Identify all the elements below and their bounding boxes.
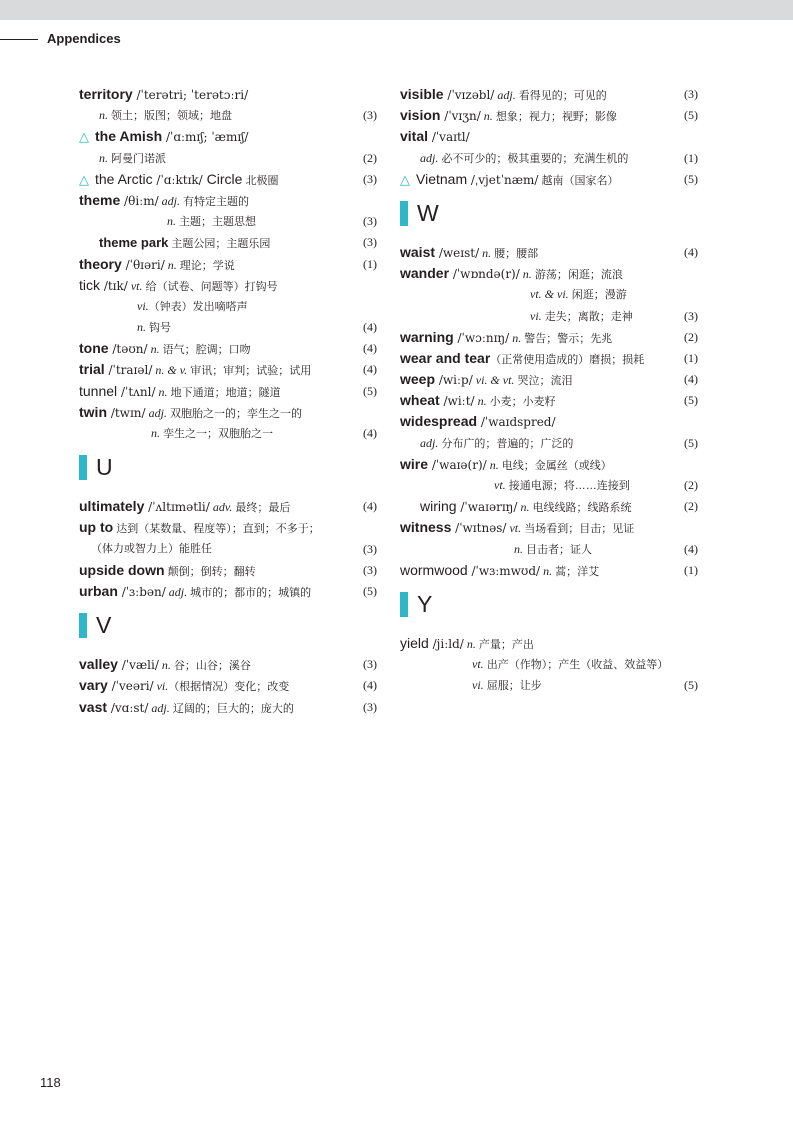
headword: wheat: [400, 392, 440, 409]
unit-number: (5): [684, 393, 698, 408]
definition: 钩号: [146, 322, 172, 335]
part-of-speech: adj.: [145, 405, 167, 420]
unit-number: (4): [363, 341, 377, 356]
part-of-speech: n.: [540, 563, 553, 578]
headword: wiring: [420, 498, 457, 515]
definition: （钟表）发出嘀嗒声: [148, 300, 248, 313]
part-of-speech: n. & v.: [152, 363, 188, 378]
glossary-line: [400, 348, 698, 369]
definition: 分布广的；普遍的；广泛的: [438, 437, 574, 450]
phonetic: /ˈʌltɪmətli/: [144, 500, 210, 515]
definition: 达到（某数量、程度等）；直到；不多于；: [113, 523, 320, 536]
definition: 审讯；审判；试验；试用: [187, 365, 312, 378]
phonetic: /ˈwaɪdspred/: [477, 415, 556, 430]
phonetic: /weɪst/: [435, 245, 480, 260]
definition: （正常使用造成的）磨损；损耗: [490, 353, 645, 366]
headword: territory: [79, 86, 133, 102]
unit-number: (5): [684, 108, 698, 123]
definition: 当场看到；目击；见证: [521, 523, 635, 536]
glossary-line: [400, 411, 698, 432]
definition: 城市的；都市的；城镇的: [187, 586, 312, 599]
headword: theory: [79, 255, 122, 272]
headword: wire: [400, 455, 429, 472]
glossary-line: [400, 654, 698, 675]
part-of-speech: n.: [474, 394, 487, 409]
glossary-line: [400, 496, 698, 517]
letter-heading-v: [79, 612, 377, 640]
phonetic: /ˈɑːmɪʃ; ˈæmɪʃ/: [162, 130, 249, 145]
definition: 孪生之一；双胞胎之一: [160, 428, 274, 440]
headword: waist: [400, 243, 436, 260]
glossary-line: [400, 169, 698, 190]
unit-number: (3): [684, 308, 698, 323]
definition: （体力或智力上）能胜任: [91, 542, 212, 555]
part-of-speech: n.: [463, 636, 476, 651]
part-of-speech: n.: [164, 257, 177, 272]
headword: wander: [400, 265, 450, 282]
glossary-line: [79, 169, 377, 190]
glossary-line: [400, 539, 698, 560]
definition: 阿曼门诺派: [108, 152, 167, 165]
phonetic: /wiːt/: [439, 394, 475, 409]
glossary-line: [79, 496, 377, 517]
headword: widespread: [400, 413, 478, 430]
phonetic: /ˈθɪəri/: [121, 257, 165, 272]
part-of-speech: adj.: [420, 150, 439, 165]
headword: the Amish: [95, 128, 163, 145]
definition: 有特定主题的: [179, 195, 250, 208]
headword: witness: [400, 519, 452, 536]
definition: 出产（作物）；产生（收益、效益等）: [483, 659, 669, 672]
definition: 小麦；小麦籽: [486, 396, 556, 409]
phonetic: /jiːld/: [428, 636, 464, 651]
page-number: 118: [40, 1075, 61, 1090]
unit-number: (4): [363, 426, 377, 440]
unit-number: (2): [684, 329, 698, 344]
phonetic: /tɪk/: [100, 278, 128, 293]
glossary-line: [400, 675, 698, 696]
glossary-line: [400, 126, 698, 147]
headword-continued: Circle: [202, 170, 243, 187]
glossary-line: [79, 148, 377, 169]
unit-number: (3): [363, 541, 377, 556]
glossary-line: [400, 84, 698, 105]
new-word-triangle-icon: △: [400, 171, 410, 187]
part-of-speech: n.: [517, 500, 530, 515]
glossary-line: [400, 475, 698, 496]
glossary-line: [79, 232, 377, 253]
glossary-line: [79, 105, 377, 126]
part-of-speech: n.: [167, 214, 176, 229]
definition: 游荡；闲逛；流浪: [531, 269, 623, 282]
glossary-line: [79, 338, 377, 359]
phonetic: /vɑːst/: [107, 700, 149, 715]
part-of-speech: n.: [151, 426, 160, 440]
part-of-speech: n.: [99, 108, 108, 123]
definition: 辽阔的；巨大的；庞大的: [169, 702, 294, 715]
glossary-line: [400, 433, 698, 454]
unit-number: (4): [363, 678, 377, 693]
definition: 蒿；洋艾: [552, 565, 600, 578]
unit-number: (3): [363, 657, 377, 672]
unit-number: (5): [363, 383, 377, 398]
definition: 看得见的；可见的: [515, 90, 607, 102]
definition: 语气；腔调；口吻: [159, 344, 251, 357]
part-of-speech: vt. & vi.: [530, 287, 569, 302]
part-of-speech: adj.: [420, 435, 439, 450]
headword: twin: [79, 403, 107, 420]
phonetic: /ˈwɒndə(r)/: [449, 267, 520, 282]
definition: 领土；版图；领域；地盘: [108, 110, 233, 123]
letter-accent-bar: [79, 613, 87, 638]
phonetic: /ˌvjetˈnæm/: [467, 172, 539, 187]
glossary-line: [400, 517, 698, 538]
letter-accent-bar: [400, 592, 408, 617]
letter-w: W: [417, 199, 439, 226]
unit-number: (2): [363, 150, 377, 165]
unit-number: (5): [684, 678, 698, 693]
headword: visible: [400, 86, 444, 102]
definition: 必不可少的；极其重要的；充满生机的: [438, 152, 629, 165]
definition: 哭泣；流泪: [514, 375, 573, 388]
definition: 双胞胎之一的；孪生之一的: [166, 407, 302, 420]
headword: Vietnam: [416, 170, 468, 187]
unit-number: (3): [363, 171, 377, 186]
part-of-speech: vi.: [530, 308, 542, 323]
headword: the Arctic: [95, 170, 153, 187]
glossary-line: [79, 539, 377, 560]
letter-v: V: [96, 612, 112, 639]
definition: 腰；腰部: [491, 247, 539, 260]
unit-number: (5): [684, 435, 698, 450]
part-of-speech: vt.: [127, 278, 143, 293]
part-of-speech: n.: [147, 342, 160, 357]
headword: yield: [400, 634, 429, 651]
headword: upside down: [79, 561, 165, 578]
definition: 主题；主题思想: [176, 216, 257, 229]
entries-v-continued: [400, 84, 698, 190]
unit-number: (3): [363, 214, 377, 229]
unit-number: (3): [684, 87, 698, 101]
part-of-speech: n.: [509, 330, 522, 345]
unit-number: (1): [684, 350, 698, 365]
part-of-speech: vi.: [137, 298, 149, 313]
phonetic: /ˈtʌnl/: [117, 384, 156, 399]
definition: 产量；产出: [475, 638, 534, 651]
definition: 闲逛；漫游: [568, 289, 627, 302]
part-of-speech: n.: [137, 320, 146, 335]
definition: 谷；山谷；溪谷: [170, 660, 251, 673]
headword: theme: [79, 191, 121, 208]
part-of-speech: adj.: [148, 700, 170, 715]
glossary-line: [400, 633, 698, 654]
glossary-line: [400, 242, 698, 263]
unit-number: (4): [363, 499, 377, 514]
headword: vision: [400, 107, 441, 124]
definition: 北极圈: [242, 174, 279, 187]
unit-number: (4): [363, 320, 377, 335]
phonetic: /ˈɜːbən/: [117, 584, 166, 599]
glossary-line: [79, 402, 377, 423]
part-of-speech: adv.: [209, 500, 233, 515]
header-rule: [0, 39, 38, 40]
left-column: [79, 84, 377, 718]
part-of-speech: vi.: [153, 679, 169, 694]
section-header-title: Appendices: [47, 31, 121, 46]
glossary-line: [400, 327, 698, 348]
unit-number: (2): [684, 499, 698, 514]
unit-number: (3): [363, 699, 377, 714]
headword: tunnel: [79, 382, 118, 399]
glossary-line: [79, 254, 377, 275]
unit-number: (4): [684, 244, 698, 259]
glossary-line: [400, 454, 698, 475]
part-of-speech: n.: [155, 384, 168, 399]
definition: 主题公园；主题乐园: [168, 238, 271, 251]
definition: 接通电源；将……连接到: [505, 480, 630, 492]
headword: valley: [79, 656, 118, 673]
part-of-speech: n.: [514, 541, 523, 556]
letter-heading-u: [79, 454, 377, 482]
part-of-speech: n.: [479, 245, 492, 260]
letter-u: U: [96, 454, 113, 481]
letter-y: Y: [417, 590, 433, 617]
glossary-line: [79, 654, 377, 675]
unit-number: (1): [684, 150, 698, 165]
headword: vary: [79, 677, 108, 694]
entries-w: [400, 242, 698, 581]
definition: 地下通道；地道；隧道: [167, 386, 281, 399]
unit-number: (1): [684, 562, 698, 577]
headword: urban: [79, 582, 118, 599]
part-of-speech: adj.: [494, 88, 516, 102]
part-of-speech: n.: [486, 457, 499, 472]
letter-heading-y: [400, 591, 698, 619]
unit-number: (3): [363, 108, 377, 123]
glossary-line: [79, 296, 377, 317]
definition: 颠倒；倒转；翻转: [164, 565, 256, 578]
unit-number: (4): [684, 541, 698, 556]
unit-number: (5): [684, 171, 698, 186]
part-of-speech: vi. & vt.: [472, 373, 515, 388]
glossary-line: [79, 84, 377, 105]
entries-y: [400, 633, 698, 697]
definition: 最终；最后: [232, 502, 291, 515]
glossary-line: [400, 284, 698, 305]
part-of-speech: vt.: [472, 657, 484, 672]
part-of-speech: n.: [158, 658, 171, 673]
headword: vast: [79, 698, 108, 715]
glossary-line: [79, 581, 377, 602]
letter-heading-w: [400, 200, 698, 228]
part-of-speech: n.: [99, 150, 108, 165]
glossary-line: [79, 381, 377, 402]
headword: tone: [79, 340, 109, 357]
headword: tick: [79, 276, 100, 293]
definition: 电线；金属丝（或线）: [498, 459, 612, 472]
glossary-line: [400, 105, 698, 126]
phonetic: /ˈtraɪəl/: [104, 363, 153, 378]
headword: wear and tear: [400, 349, 491, 366]
phonetic: /ˈvɪʒn/: [440, 109, 481, 124]
definition: 越南（国家名）: [538, 174, 619, 187]
letter-accent-bar: [400, 201, 408, 226]
letter-accent-bar: [79, 455, 87, 480]
new-word-triangle-icon: △: [79, 129, 89, 145]
glossary-line: [400, 390, 698, 411]
glossary-line: [79, 317, 377, 338]
part-of-speech: n.: [480, 109, 493, 124]
unit-number: (2): [684, 478, 698, 492]
phonetic: /θiːm/: [120, 193, 159, 208]
unit-number: (3): [363, 562, 377, 577]
definition: 电线线路；线路系统: [529, 502, 632, 515]
definition: 给（试卷、问题等）打钩号: [142, 280, 278, 293]
phonetic: /ˈwɪtnəs/: [451, 521, 507, 536]
glossary-line: [400, 148, 698, 169]
phonetic: /ˈwaɪərɪŋ/: [456, 500, 518, 515]
headword: trial: [79, 361, 105, 378]
phonetic: /ˈɑːktɪk/: [152, 172, 203, 187]
top-bar: [0, 0, 793, 20]
phonetic: /ˈvɪzəbl/: [443, 88, 495, 102]
part-of-speech: adj.: [158, 193, 180, 208]
phonetic: /ˈwɔːnɪŋ/: [453, 330, 510, 345]
glossary-line: [79, 560, 377, 581]
unit-number: (3): [363, 235, 377, 250]
entries-t: [79, 84, 377, 444]
phonetic: /ˈvæli/: [117, 658, 159, 673]
right-column: [400, 84, 698, 697]
definition: 想象；视力；视野；影像: [492, 111, 617, 124]
phonetic: /ˈwaɪə(r)/: [428, 457, 487, 472]
definition: 警告；警示；先兆: [521, 332, 613, 345]
part-of-speech: vi.: [472, 678, 484, 693]
headword: ultimately: [79, 498, 145, 515]
definition: 屈服；让步: [483, 680, 542, 693]
unit-number: (4): [363, 362, 377, 377]
glossary-line: [79, 423, 377, 444]
definition: 理论；学说: [176, 259, 235, 272]
headword: vital: [400, 128, 429, 145]
glossary-line: [79, 675, 377, 696]
glossary-line: [79, 126, 377, 147]
headword: up to: [79, 519, 114, 536]
glossary-line: [79, 275, 377, 296]
definition: （根据情况）变化；改变: [168, 681, 290, 694]
unit-number: (5): [363, 583, 377, 598]
unit-number: (1): [363, 256, 377, 271]
part-of-speech: vt.: [494, 478, 506, 492]
headword: weep: [400, 371, 436, 388]
headword: warning: [400, 328, 454, 345]
new-word-triangle-icon: △: [79, 171, 89, 187]
phonetic: /twɪn/: [107, 405, 146, 420]
unit-number: (4): [684, 372, 698, 387]
glossary-line: [400, 560, 698, 581]
entries-u: [79, 496, 377, 602]
glossary-line: [79, 190, 377, 211]
phonetic: /ˈwɜːmwʊd/: [467, 563, 541, 578]
phonetic: /ˈveəri/: [107, 679, 154, 694]
part-of-speech: n.: [519, 267, 532, 282]
glossary-line: [400, 369, 698, 390]
glossary-line: [79, 211, 377, 232]
phonetic: /ˈterətri; ˈterətɔːri/: [132, 88, 249, 102]
phonetic: /ˈvaɪtl/: [428, 130, 470, 145]
definition: 目击者；证人: [523, 543, 593, 556]
glossary-line: [79, 517, 377, 538]
headword: theme park: [99, 235, 169, 251]
glossary-line: [400, 306, 698, 327]
glossary-line: [79, 359, 377, 380]
definition: 走失；离散；走神: [541, 310, 633, 323]
part-of-speech: vt.: [506, 521, 522, 536]
phonetic: /wiːp/: [435, 373, 473, 388]
part-of-speech: adj.: [165, 584, 188, 599]
glossary-line: [400, 263, 698, 284]
glossary-line: [79, 697, 377, 718]
headword: wormwood: [400, 561, 468, 578]
entries-v: [79, 654, 377, 718]
phonetic: /təʊn/: [108, 342, 148, 357]
